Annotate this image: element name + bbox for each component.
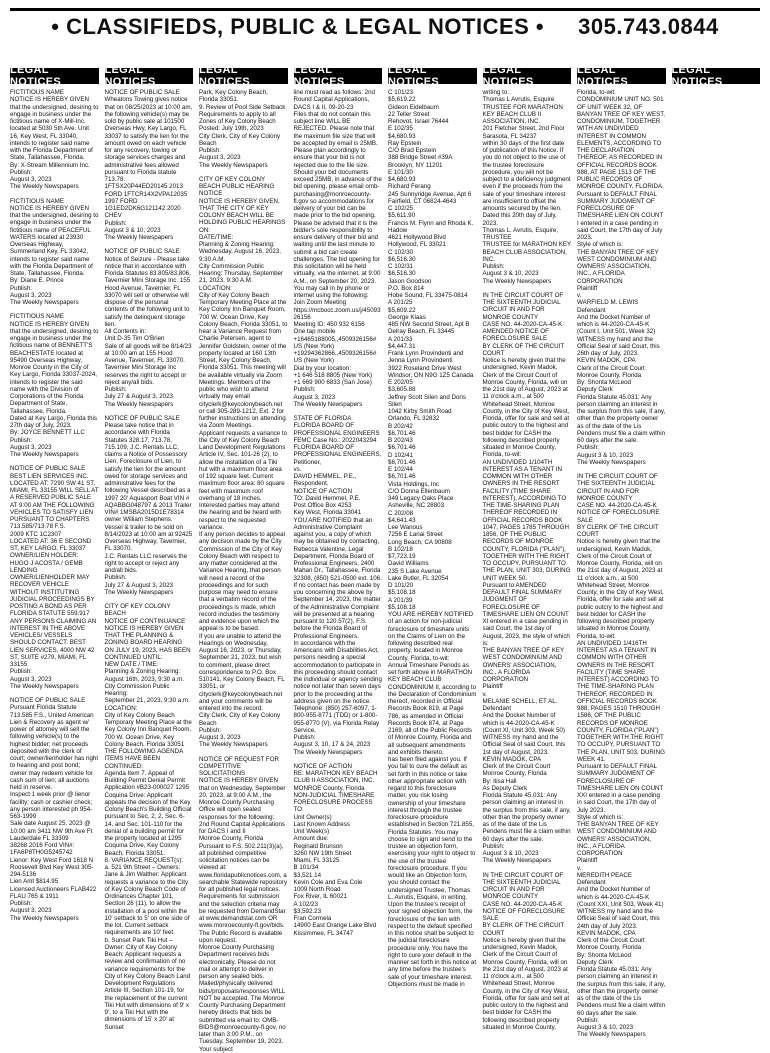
notice-column [294,89,383,1016]
masthead [10,12,760,42]
notice-column [10,89,99,1016]
legal-notice: FICTITIOUS NAME NOTICE IS HEREBY GIVEN that the undersigned, desiring to engage in business under the fictitious name of X-Mill-Inc. located at 5030 5th Ave. Unit 16, Key West, FL 33040, intends to register said name with the Florida Department of State, Tallahassee, Florida. By: X-Stream Millennium Inc. Publish: August 3, 2023 The Weekly Newspapers [10,89,99,191]
masthead-title: • CLASSIFIEDS, PUBLIC & LEGAL NOTICES • [51,14,545,39]
notice-column [388,89,477,1016]
legal-notice: FICTITIOUS NAME NOTICE IS HEREBY GIVEN that the undersigned, desiring to engage in business under the fictitious name of PEACEFUL WATERS located at 23930 Overseas Highway, Summerland Key, FL 33042, intends to register said name with the Florida Department of State, Tallahassee, Florida. By: Diane E. Prince Publish: August 3, 2023 The Weekly Newspapers [10,197,99,306]
legal-notice: NOTICE OF PUBLIC SALE BEST LIEN SERVICES INC. LOCATED AT: 7290 SW 41 ST, MIAMI, FL 33155 WILL SELL AT A RESERVED PUBLIC SALE AT 9:00 AM THE FOLLOWING VEHICLES TO SATISFY LIEN PURSUANT TO CHAPTERS 713.585/713.78 F.S. 2009 KTC 1C2307 LOCATED AT: 36 E SECOND ST, KEY LARGO, FL 33037 OWNER/LIEN HOLDER: HUGO J ACOSTA / GEMB LENDING OWNER/LIENHOLDER MAY RECOVER VEHICLE WITHOUT INSTITUTING JUDICIAL PROCEEDINGS BY POSTING A BOND AS PER FLORIDA STATUTE 559.917 ANY PERSONS CLAIMING AN INTEREST IN THE ABOVE VEHICLES/ VESSELS SHOULD CONTACT: BEST LIEN SERVICES, 4000 NW 42 ST, SUITE #279, MIAMI, FL 33155 Publish: August 3, 2023 The Weekly Newspapers [10,465,99,690]
column-head: LEGAL NOTICES [483,68,572,84]
legal-notice: Florida, to-wit: CONDOMINIUM UNIT NO. 501 OF UNIT WEEK 32, OF BANYAN TREE OF KEY WEST, CONDOMINIUM, TOGETHER WITH AN UNDIVIDED INTEREST IN COMMON ELEMENTS, ACCORDING TO THE DECLARATION THEREOF, AS RECORDED IN OFFICIAL RECORDS BOOK 988, AT PAGE 1513 OF THE PUBLIC RECORDS OF MONROE COUNTY, FLORIDA. Pursuant to DEFAULT FINAL SUMMARY JUDGMENT OF FORECLOSURE OF TIMESHARE LIEN ON COUNT I entered in a case pending in said Court, the 17th day of July 2023. Style of which is: THE BANYAN TREE OF KEY WEST CONDOMINIUM AND OWNERS' ASSOCIATION, INC., A FLORIDA CORPORATION Plaintiff v. WARFIELD M. LEWIS Defendant And the Docket Number of which is 44-2020-CA-45-K (Count I, Unit 501, Week 32) WITNESS my hand and the Official Seal of said Court, this 26th day of July, 2023. KEVIN MADOK, CPA Clerk of the Circuit Court Monroe County, Florida By: Shonta McLeod Deputy Clerk Florida Statute 45.031: Any person claiming an interest in the surplus from this sale, if any, other than the property owner as of the date of the Lis Pendens must file a claim within 60 days after the sale. Publish: August 3 & 10, 2023 The Weekly Newspapers [577,89,666,466]
notice-column [672,89,761,1016]
legal-notice: NOTICE OF PUBLIC SALE Notice of Seizure - Please take notice that in accordance with Florida Statutes 83.805/83.806, Tavernier Mini Storage Inc. 155 Hood Avenue, Tavernier, FL 33070 will sell or otherwise will dispose of the personal contents of the following unit to satisfy the delinquent storage lien. All Contents in: Unit D-35 Tim O'Brien Sale of all goods will be 8/14/23 at 10:00 am at 155 Hood Avenue, Tavernier, FL 33070. Tavernier Mini Storage Inc reserves the right to accept or reject any/all bids. Publish: July 27 & August 3, 2023 The Weekly Newspapers [104,248,192,408]
top-rule [10,8,760,11]
notice-columns [10,89,760,1053]
legal-notice: C 101/23 $5,619.22 Gideon Eidelbaum 22 Teller Street Rehovot, Israel 76444 E 102/35 $4,680.93 Ray Epstein C/O Brad Epstein 388 Bridge Street #39A Brooklyn, NY 11201 E 101/30 $4,680.93 Richard Ferang 245 Sunnyridge Avenue, Apt 6 Fairfield, CT 06824-4643 C 102/25 $5,611.90 Francis M. Flynn and Rhoda K. Hadow 4621 Hollywood Blvd Hollywood, FL 33021 C 102/30 $6,516.30 C 102/31 $6,516.30 Jason Goodson P.O. Box 814 Hobe Sound, FL 33475-0814 A 201/25 $5,609.22 George Klaas 485 NW Second Street, Apt B Delray Beach, FL 33445 A 201/33 $4,447.31 Frank Lynn Provindenti and Jenna Lynn Provindenti 3922 Roseland Drive West Windsor, ON N9G 1Z5 Canada E 202/05 $3,605.88 Jeffrey Scott Silen and Doris Silen 1042 Kirby Smith Road Orlando, FL 32832 B 202/42 $6,701.46 B 202/43 $6,701.46 D 102/41 $6,701.46 E 102/44 $6,701.46 Vista Holdings, Inc C/O Donna Ellenbaum 349 Legacy Oaks Place Asheville, NC 28803 C 202/08 $4,641.43 Lee Wanous 7256 E Lanai Street Long Beach, CA 90808 B 102/18 $7,723.19 David Williams 235 S Lake Avenue Lake Butler, FL 32054 D 101/20 $5,108.18 A 201/39 $5,108.18 YOU ARE HEREBY NOTIFIED of an action for non-judicial foreclosure of timeshare units on the Claims of Lien on the following described real property, located in Monroe County, Florida, to-wit: Annual Timeshare Periods as set forth above in MARATHON KEY BEACH CLUB CONDOMINIUM II, according to the Declaration of Condominium thereof, recorded in Official Records Book 819, at Page 786, as amended in Official Records Book 874, at Page 2169, all of the Public Records of Monroe County, Florida and all subsequent amendments and exhibits thereto, has been filed against you. If you fail to cure the default as set forth in this notice or take other appropriate action with regard to this foreclosure matter, you risk losing ownership of your timeshare interest through the trustee foreclosure procedure established in Section 721.855, Florida Statutes. You may choose to sign and send to the trustee an objection form, exercising your right to object to the use of the trustee foreclosure procedure. If you would like an Objection form, you should contact the undersigned Trustee, Thomas L. Avrutis, Esquire, in writing. Upon the trustee's receipt of your signed objection form, the foreclosure of the lien with respect to the default specified in this notice shall be subject to the judicial foreclosure procedure only. You have the right to cure your default in the manner set forth in this notice at any time before the trustee's sale of your timeshare interest. Objections must be made in [388,89,477,988]
column-head: LEGAL NOTICES [199,68,288,84]
notice-column [104,89,194,1031]
legal-notice: IN THE CIRCUIT COURT OF THE SIXTEENTH JUDICIAL CIRCUIT IN AND FOR MONROE COUNTY CASE NO. 44-2020-CA-45-K NOTICE OF FORECLOSURE SALE BY CLERK OF THE CIRCUIT COURT Notice is hereby given that the undersigned, Kevin Madok, Clerk of the Circuit Court of Monroe County, Florida, will on the 21st day of August, 2023 at 11 o'clock a.m., at 500 Whitehead Street, Monroe County, in the City of Key West, Florida, offer for sale and sell at public outcry to the highest and best bidder for CASH the following described property situated in Monroe County, Florida, to-wit: AN UNDIVIDED 1/416TH INTEREST AS A TENANT IN COMMON WITH OTHER OWNERS IN THE RESORT FACILITY (TIME SHARE INTEREST) ACCORDING TO THE TIME-SHARING PLAN THEREOF, RECORDED IN OFFICIAL RECORDS BOOK 988, PAGES 1510 THROUGH 1586, OF THE PUBLIC RECORDS OF MONROE COUNTY, FLORIDA ("PLAN") TOGETHER WITH THE RIGHT TO OCCUPY, PURSUANT TO THE PLAN, UNIT 503, DURING WEEK 41. Pursuant to DEFAULT FINAL SUMMARY JUDGMENT OF FORECLOSURE OF TIMESHARE LIEN ON COUNT XXI entered in a case pending in said Court, the 17th day of July 2023. Style of which is: THE BANYAN TREE OF KEY WEST CONDOMINIUM AND OWNERS' ASSOCIATION, INC., A FLORIDA CORPORATION Plaintiff v. MEREDITH PEACE Defendant And the Docket Number of which is 44-2020-CA-45-K (Count XXI, Unit 503, Week 41) WITNESS my hand and the Official Seal of said Court, this 24th day of July 2023. KEVIN MADOK, CPA Clerk of the Circuit Court Monroe County, Florida By: Shonta McLeod Deputy Clerk Florida Statute 45.031: Any person claiming an interest in the surplus from this sale, if any, other than the property owner as of the date of the Lis Pendens must file a claim within 60 days after the sale. Publish: August 3 & 10, 2023 The Weekly Newspapers [577,473,666,1039]
column-head: LEGAL NOTICES [577,68,666,84]
legal-notice: IN THE CIRCUIT COURT OF THE SIXTEENTH JUDICIAL CIRCUIT IN AND FOR MONROE COUNTY CASE NO. 44-2020-CA-45-K AMENDED NOTICE OF FORECLOSURE SALE BY CLERK OF THE CIRCUIT COURT Notice is hereby given that the undersigned, Kevin Madok, Clerk of the Circuit Court of Monroe County, Florida, will on the 21st day of August, 2023 at 11 o'clock a.m., at 500 Whitehead Street, Monroe County, in the City of Key West, Florida, offer for sale and sell at public outcry to the highest and best bidder for CASH the following described property situated in Monroe County, Florida, to-wit: AN UNDIVIDED 1/104TH INTEREST AS A TENANT IN COMMON WITH OTHER OWNERS IN THE RESORT FACILITY (TIME SHARE INTEREST), ACCORDING TO THE TIME-SHARING PLAN THEREOF RECORDED IN OFFICIAL RECORDS BOOK 1047, PAGES 1785 THROUGH 1856, OF THE PUBLIC RECORDS OF MONROE COUNTY, FLORIDA ("PLAN"), TOGETHER WITH THE RIGHT TO OCCUPY, PURSUANT TO THE PLAN, UNIT 303, DURING UNIT WEEK 50. Pursuant to AMENDED DEFAULT FINAL SUMMARY JUDGMENT OF FORECLOSURE OF TIMESHARE LIEN ON COUNT XI entered in a case pending in said Court, the 1st day of August, 2023, the style of which is: THE BANYAN TREE OF KEY WEST CONDOMINIUM AND OWNERS' ASSOCIATION, INC., A FLORIDA CORPORATION Plaintiff v. MELANIE SCHELL, ET AL. Defendant And the Docket Number of which is 44-2020-CA-45-K (Count XI, Unit 303, Week 50) WITNESS my hand and the Official Seal of said Court, this 1st day of August, 2023. KEVIN MADOK, CPA Clerk of the Circuit Court Monroe County, Florida By: Ilisa Hall As Deputy Clerk Florida Statute 45.031: Any person claiming an interest in the surplus from this sale, if any, other than the property owner as of the date of the Lis Pendens must file a claim within 60 days after the sale. Publish: August 3 & 10, 2023 The Weekly Newspapers [482,291,571,865]
notice-column [482,89,572,1031]
legal-notice: NOTICE OF ACTION RE: MARATHON KEY BEACH CLUB II ASSOCIATION, INC. MONROE County, Florida NON-JUDICIAL TIMESHARE FORECLOSURE PROCESS TO: Unit Owner(s) Last Known Address Unit Week(s) Amount due: Reginald Brunson 3260 NW 19th Street Miami, FL 33125 B 101/34 $3,521.14 Kevin Cole and Eva Cole 1009 North Road Fox River, IL 60021 A 102/23 $3,592.23 Fran Cormela 14900 East Orange Lake Blvd Kissimmee, FL 34747 [293,762,378,937]
legal-notice: CITY OF KEY COLONY BEACH NOTICE OF CONTINUANCE NOTICE IS HEREBY GIVEN THAT THE PLANNING & ZONING BOARD HEARING ON JULY 19, 2023, HAS BEEN CONTINUED UNTIL: NEW DATE / TIME: Planning & Zoning Hearing: August 16th, 2023, 9:30 a.m. City Commission Public Hearing: September 21, 2023, 9:30 a.m. LOCATION: City of Key Colony Beach Temporary Meeting Place at the Key Colony Inn Banquet Room, 700 W. Ocean Drive, Key Colony Beach, Florida 33051 THE FOLLOWING AGENDA ITEMS HAVE BEEN CONTINUED: Agenda Item 7. Appeal of Building Permit Denial Permit Application #B23-000027 1295 Coquina Drive: Applicant appeals the decision of the Key Colony Beach's Building Official pursuant to Sec. 2, 2, Sec. 6-14, and Sec. 101-110 for the denial of a building permit for the property located at 1295 Coquina Drive, Key Colony Beach, Florida 33051. 8. VARIANCE REQUEST(s): a. 521 9th Street – Owners: Jane & Jim Walther: Applicant requests a variance to the City of Key Colony Beach Code of Ordinances Chapter 101, Section 26 (11), to allow the installation of a pool within the 10' setback to 5' on one side of the lot. Current setback requirements are 10' feet. b. Sunset Park Tiki Hut – Owner: City of Key Colony Beach: Applicant requests a review and confirmation of no variance requirements for the City of Key Colony Beach Land Development Regulations Article III, Section 101-19, for the replacement of the current Tiki Hut with dimensions of 9' x 9', to a Tiki Hut with the dimensions of 15' x 20' at Sunset [104,603,192,1031]
legal-notice: FICTITIOUS NAME NOTICE IS HEREBY GIVEN that the undersigned, desiring to engage in business under the fictitious name of BENNETT'S BEACHESTATE located at 95490 Overseas Highway, Monroe County in the City of Key Largo, Florida 33037-2024, intends to register the said name with the Division of Corporations of the Florida Department of State, Tallahassee, Florida. Dated at Key Largo, Florida this 27th day of July, 2023. By: JOYCE BENNETT LLC Publish: August 3, 2023 The Weekly Newspapers [10,313,99,458]
column-head: LEGAL NOTICES [105,68,194,84]
legal-notice: Park, Key Colony Beach, Florida 33051. 9. Review of Pool Side Setback Requirements to apply to all Zones of Key Colony Beach Posted: July 19th, 2023 City Clerk, City of Key Colony Beach Publish: August 3, 2023 The Weekly Newspapers [199,89,286,169]
legal-notice: IN THE CIRCUIT COURT OF THE SIXTEENTH JUDICIAL CIRCUIT IN AND FOR MONROE COUNTY CASE NO. 44-2020-CA-45-K NOTICE OF FORECLOSURE SALE BY CLERK OF THE CIRCUIT COURT Notice is hereby given that the undersigned, Kevin Madok, Clerk of the Circuit Court of Monroe County, Florida, will on the 21st day of August, 2023 at 11 o'clock a.m., at 500 Whitehead Street, Monroe County, in the City of Key West, Florida, offer for sale and sell at public outcry to the highest and best bidder for CASH the following described property situated in Monroe County, [482,871,570,1031]
column-head: LEGAL NOTICES [672,68,761,84]
legal-notice: line must read as follows: 2nd Round Capital Applications, DACS I & II, 09-20-23 Files that do not contain this subject line WILL BE REJECTED. Please note that the maximum file size that will be accepted by email is 25MB. Please plan accordingly to ensure that your bid is not rejected due to the file size. Should your bid documents exceed 25MB, in advance of the bid opening, please email omb-purchasing@monroecounty-fl.gov so accommodations for delivery of your bid can be made prior to the bid opening. Please be advised that it is the bidder's sole responsibility to ensure delivery of their bid and waiting until the last minute to submit a bid can create challenges. The bid opening for this solicitation will be held virtually, via the internet, at 9:00 A.M., on September 20, 2023. You may call in by phone or internet using the following: Join Zoom Meeting https://mcbocc.zoom.us/j/4509326156 Meeting ID: 450 932 6156 One tap mobile +16465188005,,4509326156# US (New York) +19294362866,,4509326156# US (New York) Dial by your location: +1 646 518 8805 (New York) +1 669 900 6833 (San Jose) Publish: August 3, 2023 The Weekly Newspapers [293,89,382,408]
legal-notice: NOTICE OF PUBLIC SALE Pursuant Florida Statute 713.585 F.S., United American Lien & Recovery as agent w/ power of attorney will sell the following vehicle(s) to the highest bidder; net proceeds deposited with the clerk of court; owner/lienholder has right to hearing and post bond; owner may redeem vehicle for cash sum of lien; all auctions held in reserve. Inspect 1 week prior @ lienor facility; cash or cashier check; any person interested ph 954-563-1999 Sale date August 25, 2023 @ 10:00 am 3411 NW 9th Ave Ft Lauderdale FL 33309 38268 2016 Ford VIN#: 1FA6P8TH0G5245742 Lienor: Key West Ford 1618 N Roosevelt Blvd Key West 305-294-5136 Lien Amt $814.95 Licensed Auctioneers FLAB422 FLAU 765 & 1911 Publish: August 3, 2023 The Weekly Newspapers [10,697,99,922]
legal-notice: STATE OF FLORIDA FLORIDA BOARD OF PROFESSIONAL ENGINEERS FEMC Case No.: 2022043294 FLORIDA BOARD OF PROFESSIONAL ENGINEERS, Petitioner, vs. DAVID HEMMEL, P.E., Respondent. NOTICE OF ACTION TO: David Hemmel, P.E. Post Office Box 4253 Key West, Florida 33041 YOU ARE NOTIFIED that an Administrative Complaint against you, a copy of which may be obtained by contacting, Rebecca Valentine, Legal Department, Florida Board of Professional Engineers, 2400 Mahan Dr., Tallahassee, Florida 32308, (850) 521-0500 ext. 106. If no contact has been made by you concerning the above by September 14, 2023, the matter of the Administrative Complaint will be presented at a hearing pursuant to 120.57(2), F.S. before the Florida Board of Professional Engineers. In accordance with the Americans with Disabilities Act, persons needing a special accommodation to participate in this proceeding should contact the individual or agency sending notice not later than seven days prior to the proceeding at the address given on the notice. Telephone: (850) 257-6097, 1-800-955-8771 (TDD) or 1-800-955-8770 (V), via Florida Relay Service. Publish: August 3, 10, 17 & 24, 2023 The Weekly Newspapers [293,415,382,756]
legal-notice: NOTICE OF REQUEST FOR COMPETITIVE SOLICITATIONS NOTICE IS HEREBY GIVEN that on Wednesday, September 20, 2023, at 9:00 A.M., the Monroe County Purchasing Office will open sealed responses for the following: 2nd Round Capital Applications for DACS I and II Monroe County, Florida Pursuant to F.S. 502.211(3)(a), all published competitive solicitation notices can be viewed at: www.floridapublicnotices.com, a searchable Statewide repository for all published legal notices. Requirements for submission and the selection criteria may be requested from DemandStar at www.demandstar.com OR www.monroecounty-fl.gov/bids. The Public Record is available upon request. Monroe County Purchasing Department receives bids electronically. Please do not mail or attempt to deliver in person any sealed bids. Mailed/physically delivered bids/proposals/responses WILL NOT be accepted. The Monroe County Purchasing Department hereby directs that bids be submitted via email to: OMB-BIDS@monroecounty-fl.gov, no later than 3:00 P.M., on Tuesday, September 19, 2023. Your subject [199,755,288,1053]
masthead-phone: 305.743.0844 [578,14,719,39]
legal-notice: NOTICE OF PUBLIC SALE Please take notice that in accordance with Florida Statutes 328.17, 713.78, 715.109, J.C. Rentals LLC, claims a Notice of Possessory Lien, Foreclosure of Lien, to satisfy the lien for the amount owed for storage services and administrative fees for the following Vessel described as a 1997 20' Aquasport Boat VIN # AQABBG048797 & 2013 Trailer VIN# 1MSBA2015D1E78314 owner William Stephens. Vessel & trailer to be sold on 8/14/2023 at 10:00 am at 92425 Overseas Highway, Tavernier, FL 33070. J.C. Rentals LLC reserves the right to accept or reject any and/all bids. Publish: July 27 & August 3, 2023 The Weekly Newspapers [104,414,193,596]
column-head: LEGAL NOTICES [388,68,477,84]
legal-notice: writing to: Thomas L Avrutis, Esquire TRUSTEE FOR MARATHON KEY BEACH CLUB II ASSOCIATION, INC. 201 Fletcher Street, 2nd Floor Sarasota, FL 34237 within 30 days of the first date of publication of this Notice. If you do not object to the use of the trustee foreclosure procedure, you will not be subject to a deficiency judgment even if the proceeds from the sale of your timeshare interest are insufficient to offset the amounts secured by the lien. Dated this 20th day of July, 2023. Thomas L. Avrutis, Esquire, TRUSTEE TRUSTEE for MARATHON KEY BEACH CLUB ASSOCIATION, INC. Publish: August 3 & 10, 2023 The Weekly Newspapers [482,89,571,285]
notice-column [577,89,666,1039]
notice-column [199,89,288,1053]
legal-notice: NOTICE OF PUBLIC SALE Wheatons Towing gives notice that on 08/25/2023 at 10:00 am, the following vehicle(s) may be sold by public sale at 101500 Overseas Hwy, Key Largo, FL 33037 to satisfy the lien for the amount owed on each vehicle for any recovery, towing or storage services charges and administrative fees allowed pursuant to Florida statute 713.78. 1FTSX20P44ED20145 2013 FORD 1FTCR14X2VPA12035 1997 FORD 1G1ED2DK6G121142 2020 CHEV Publish: August 3 & 10, 2023 The Weekly Newspapers [104,89,193,241]
legal-notice: CITY OF KEY COLONY BEACH PUBLIC HEARING NOTICE NOTICE IS HEREBY GIVEN, THAT THE CITY OF KEY COLONY BEACH WILL BE HOLDING PUBLIC HEARINGS ON: DATE/TIME: Planning & Zoning Hearing: Wednesday, August 16, 2023, 9:30 A.M. City Commission Public Hearing: Thursday, September 21, 2023, 9:30 A.M. LOCATION: City of Key Colony Beach Temporary Meeting Place at the Key Colony Inn Banquet Room, 700 W. Ocean Drive, Key Colony Beach, Florida 33051, to hear a Variance Request from Charlie Petersen, agent to Jennifer Goldstein, owner of the property located at 160 13th Street, Key Colony Beach, Florida 33051. This meeting will be available virtually via Zoom Meetings. Members of the public who wish to attend virtually may email cityclerk@keycolonybeach.net or call 305-289-1212, Ext. 2 for further instructions on attending via Zoom Meetings. Applicant requests a variance to the City of Key Colony Beach Land Development Regulations Article IV, Sec. 101-26 (2), to allow the installation of a Tiki hut with a maximum floor area of 192 square feet. Current maximum floor area: 80 square feet with maximum roof overhang of 18 inches. Interested parties may attend the hearing and be heard with respect to the requested variance. If any person decides to appeal any decision made by the City Commission of the City of Key Colony Beach with respect to any matter considered at the Variance Hearing, that person will need a record of the proceedings and for such purpose may need to ensure that a verbatim record of the proceedings is made, which record includes the testimony and evidence upon which the appeal is to be based. If you are unable to attend the Hearings on Wednesday, August 16, 2023, or Thursday, September 21, 2023, but wish to comment, please direct correspondence to P.O. Box 510141, Key Colony Beach, FL 33051, or cityclerk@keycolonybeach.net and your comments will be entered into the record. City Clerk, City of Key Colony Beach Publish: August 3, 2023 The Weekly Newspapers [199,175,288,749]
column-heads [10,64,760,88]
column-head: LEGAL NOTICES [294,68,383,84]
column-head: LEGAL NOTICES [10,68,99,84]
